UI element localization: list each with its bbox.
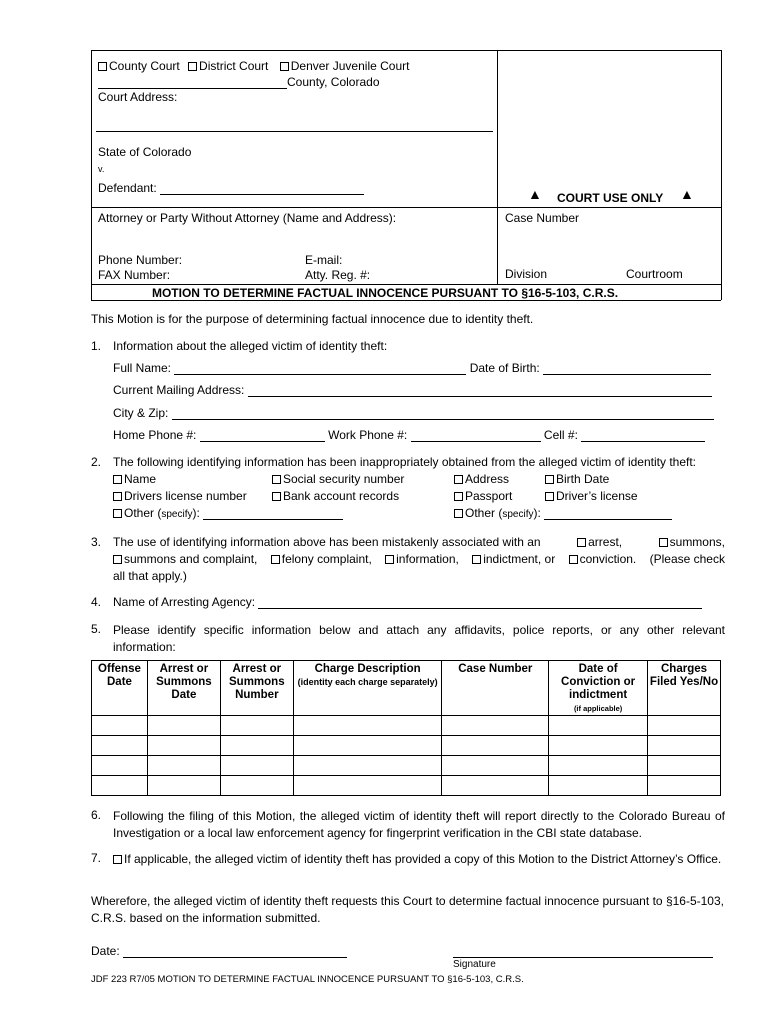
versus-label: v.	[98, 164, 105, 174]
case-number-label: Case Number	[505, 211, 580, 225]
item3-number: 3.	[91, 535, 102, 549]
drivers-license-checkbox[interactable]	[545, 492, 554, 501]
atty-reg-label: Atty. Reg. #:	[305, 268, 371, 282]
item1-number: 1.	[91, 339, 102, 353]
item3-line1: The use of identifying information above has been mistakenly associated with an arrest, summons,	[113, 535, 725, 549]
drivers-license-option: Driver’s license	[545, 489, 638, 503]
mailing-address-field[interactable]	[248, 385, 712, 397]
defendant-row: Defendant:	[98, 181, 364, 195]
table-row	[92, 776, 721, 796]
charge-description-header: Charge Description (identity each charge separately)	[293, 661, 442, 716]
item6-text: Following the filing of this Motion, the alleged victim of identity theft will report directly to the Colorado Bureau of Investigation or a local law enforcement agency for fingerprint verification in the CBI state database.	[113, 809, 725, 840]
form-title: MOTION TO DETERMINE FACTUAL INNOCENCE PURSUANT TO §16-5-103, C.R.S.	[151, 286, 619, 300]
mailing-row: Current Mailing Address:	[113, 383, 712, 397]
da-copy-checkbox[interactable]	[113, 855, 122, 864]
court-use-only-label: COURT USE ONLY	[557, 191, 664, 205]
case-number-header: Case Number	[442, 661, 549, 716]
full-name-field[interactable]	[174, 363, 466, 375]
full-name-row: Full Name: Date of Birth:	[113, 361, 711, 375]
phones-row: Home Phone #: Work Phone #: Cell #:	[113, 428, 705, 442]
arresting-agency-field[interactable]	[258, 597, 702, 609]
table-row	[92, 716, 721, 736]
other-right-field[interactable]	[544, 508, 672, 520]
name-checkbox[interactable]	[113, 475, 122, 484]
other-option-left: Other (specify):	[113, 506, 343, 520]
bank-checkbox[interactable]	[272, 492, 281, 501]
drivers-number-checkbox[interactable]	[113, 492, 122, 501]
defendant-field[interactable]	[160, 183, 364, 195]
other-option-right: Other (specify):	[454, 506, 672, 520]
date-of-birth-field[interactable]	[543, 363, 711, 375]
table-row	[92, 736, 721, 756]
birth-date-option: Birth Date	[545, 472, 609, 486]
other-right-checkbox[interactable]	[454, 509, 463, 518]
denver-juvenile-court-checkbox[interactable]	[280, 62, 289, 71]
summons-complaint-checkbox[interactable]	[113, 555, 122, 564]
arrest-date-header: Arrest or Summons Date	[147, 661, 220, 716]
intro-text: This Motion is for the purpose of determining factual innocence due to identity theft.	[91, 312, 534, 326]
passport-option: Passport	[454, 489, 512, 503]
other-left-field[interactable]	[203, 508, 343, 520]
county-court-checkbox[interactable]	[98, 62, 107, 71]
city-zip-row: City & Zip:	[113, 406, 714, 420]
item5-number: 5.	[91, 622, 102, 636]
summons-checkbox[interactable]	[659, 538, 668, 547]
item7-number: 7.	[91, 851, 102, 865]
item2-number: 2.	[91, 455, 102, 469]
county-name-field[interactable]	[98, 77, 287, 89]
arresting-agency-row: Name of Arresting Agency:	[113, 595, 702, 609]
item3-line3: all that apply.)	[113, 569, 187, 583]
item3-line2: summons and complaint, felony complaint, information, indictment, or conviction. (Please check	[113, 552, 725, 566]
signature-label: Signature	[453, 959, 496, 970]
county-line: County, Colorado	[98, 75, 380, 89]
email-label: E-mail:	[305, 253, 343, 267]
date-row: Date:	[91, 944, 347, 958]
arrest-checkbox[interactable]	[577, 538, 586, 547]
up-triangle-icon-left: ▲	[528, 186, 542, 202]
up-triangle-icon-right: ▲	[680, 186, 694, 202]
court-type-row: County Court District Court Denver Juvenile Court	[98, 59, 409, 73]
table-row	[92, 756, 721, 776]
item5-text: Please identify specific information below and attach any affidavits, police reports, or any other relevant information:	[113, 623, 725, 654]
home-phone-field[interactable]	[200, 430, 325, 442]
ssn-checkbox[interactable]	[272, 475, 281, 484]
courtroom-label: Courtroom	[626, 267, 683, 281]
court-address-field[interactable]	[96, 131, 493, 132]
charges-filed-header: Charges Filed Yes/No	[648, 661, 721, 716]
felony-complaint-checkbox[interactable]	[271, 555, 280, 564]
district-court-checkbox[interactable]	[188, 62, 197, 71]
passport-checkbox[interactable]	[454, 492, 463, 501]
address-option: Address	[454, 472, 509, 486]
conviction-checkbox[interactable]	[569, 555, 578, 564]
work-phone-field[interactable]	[411, 430, 541, 442]
item6-number: 6.	[91, 808, 102, 822]
fax-label: FAX Number:	[98, 268, 171, 282]
signature-line[interactable]	[453, 957, 713, 958]
drivers-number-option: Drivers license number	[113, 489, 247, 503]
address-checkbox[interactable]	[454, 475, 463, 484]
footer-text: JDF 223 R7/05 MOTION TO DETERMINE FACTUAL INNOCENCE PURSUANT TO §16-5-103, C.R.S.	[91, 974, 524, 985]
division-label: Division	[505, 267, 548, 281]
attorney-label: Attorney or Party Without Attorney (Name and Address):	[98, 211, 397, 225]
item7-row: If applicable, the alleged victim of identity theft has provided a copy of this Motion to the District Attorney’s Office.	[113, 851, 725, 868]
state-label: State of Colorado	[98, 145, 192, 159]
court-address-label: Court Address:	[98, 90, 178, 104]
conviction-date-header: Date of Conviction or indictment (if applicable)	[549, 661, 648, 716]
offense-date-header: Offense Date	[92, 661, 148, 716]
item2-text: The following identifying information has been inappropriately obtained from the alleged victim of identity theft:	[113, 455, 697, 469]
city-zip-field[interactable]	[172, 408, 714, 420]
item1-text: Information about the alleged victim of identity theft:	[113, 339, 388, 353]
charges-table	[91, 660, 721, 796]
arrest-number-header: Arrest or Summons Number	[220, 661, 293, 716]
cell-phone-field[interactable]	[581, 430, 705, 442]
table-header-row	[92, 661, 721, 716]
information-checkbox[interactable]	[385, 555, 394, 564]
indictment-checkbox[interactable]	[472, 555, 481, 564]
bank-option: Bank account records	[272, 489, 399, 503]
date-field[interactable]	[123, 946, 347, 958]
name-option: Name	[113, 472, 156, 486]
birth-date-checkbox[interactable]	[545, 475, 554, 484]
other-left-checkbox[interactable]	[113, 509, 122, 518]
phone-label: Phone Number:	[98, 253, 183, 267]
item4-number: 4.	[91, 595, 102, 609]
ssn-option: Social security number	[272, 472, 404, 486]
wherefore-text: Wherefore, the alleged victim of identity theft requests this Court to determine factual innocence pursuant to §16-5-103, C.R.S. based on the information submitted.	[91, 894, 724, 925]
